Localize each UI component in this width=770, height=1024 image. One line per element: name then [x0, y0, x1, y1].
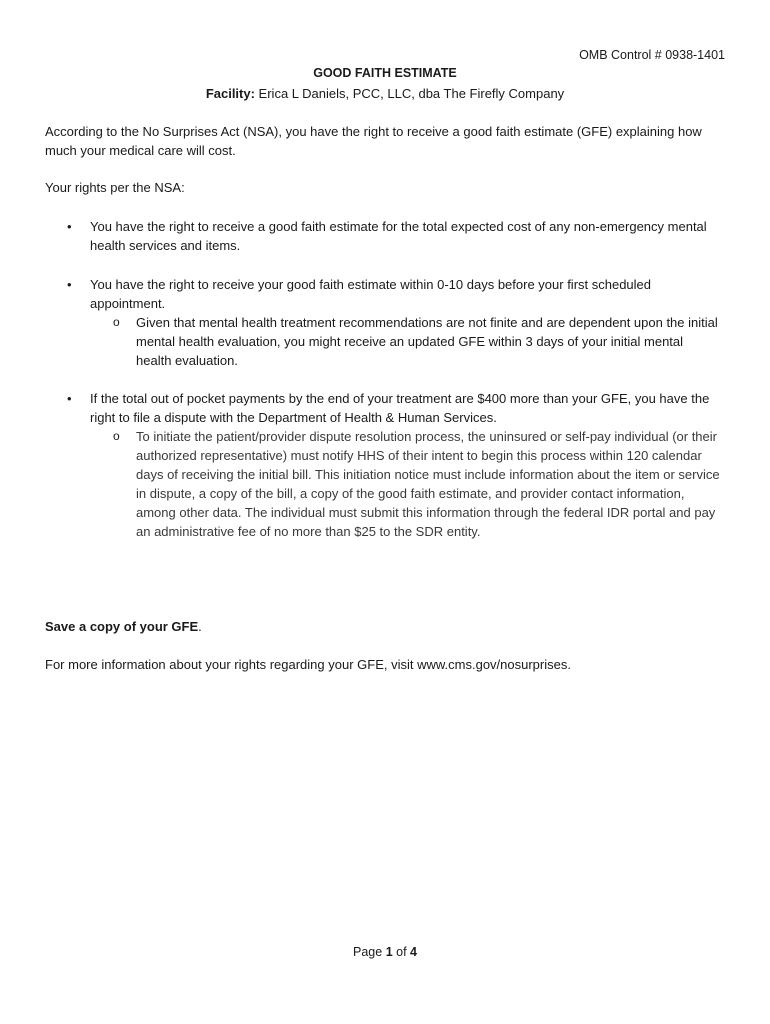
save-copy-note	[45, 617, 725, 636]
page-footer	[0, 943, 770, 962]
sub-bullet-item: Given that mental health treatment recommendations are not finite and are dependent upon the initial mental health evaluation, you might receive an updated GFE within 3 days of your initial mental health evaluation.	[136, 315, 718, 368]
facility-label: Facility:	[205, 86, 255, 101]
save-copy-period: .	[198, 619, 202, 634]
of-word: of	[392, 945, 411, 959]
total-pages-number: 4	[410, 945, 417, 959]
bullet-marker: •	[67, 277, 72, 292]
document-title: GOOD FAITH ESTIMATE	[313, 66, 457, 80]
sub-bullet-marker: o	[113, 429, 120, 443]
bullet-marker: •	[67, 219, 72, 234]
intro-paragraph: According to the No Surprises Act (NSA), you have the right to receive a good faith estimate (GFE) explaining how much your medical care will cost.	[45, 124, 702, 158]
bullet-marker: •	[67, 391, 72, 406]
omb-control-number: OMB Control # 0938-1401	[579, 48, 725, 62]
rights-heading: Your rights per the NSA:	[45, 180, 185, 195]
more-info-paragraph: For more information about your rights regarding your GFE, visit www.cms.gov/nosurprises.	[45, 657, 571, 672]
sub-bullet-item: To initiate the patient/provider dispute resolution process, the uninsured or self-pay individual (or their authorized representative) must notify HHS of their intent to begin this process within 120 calendar days of receiving the initial bill. This initiation notice must include information about the item or service in dispute, a copy of the bill, a copy of the good faith estimate, and provider contact information, among other data. The individual must submit this information through the federal IDR portal and pay an administrative fee of no more than $25 to the SDR entity.	[136, 429, 720, 539]
bullet-item: You have the right to receive a good faith estimate for the total expected cost of any non-emergency mental health services and items.	[90, 219, 707, 253]
save-copy-bold: Save a copy of your GFE	[45, 619, 199, 634]
page-word: Page	[353, 945, 386, 959]
bullet-item: If the total out of pocket payments by the end of your treatment are $400 more than your GFE, you have the right to file a dispute with the Department of Health & Human Services.	[90, 391, 710, 425]
facility-line	[0, 84, 770, 103]
facility-name: Erica L Daniels, PCC, LLC, dba The Firefly Company	[254, 86, 565, 101]
current-page-number: 1	[385, 945, 393, 959]
bullet-item: You have the right to receive your good faith estimate within 0-10 days before your first scheduled appointment.	[90, 277, 652, 311]
sub-bullet-marker: o	[113, 315, 120, 329]
